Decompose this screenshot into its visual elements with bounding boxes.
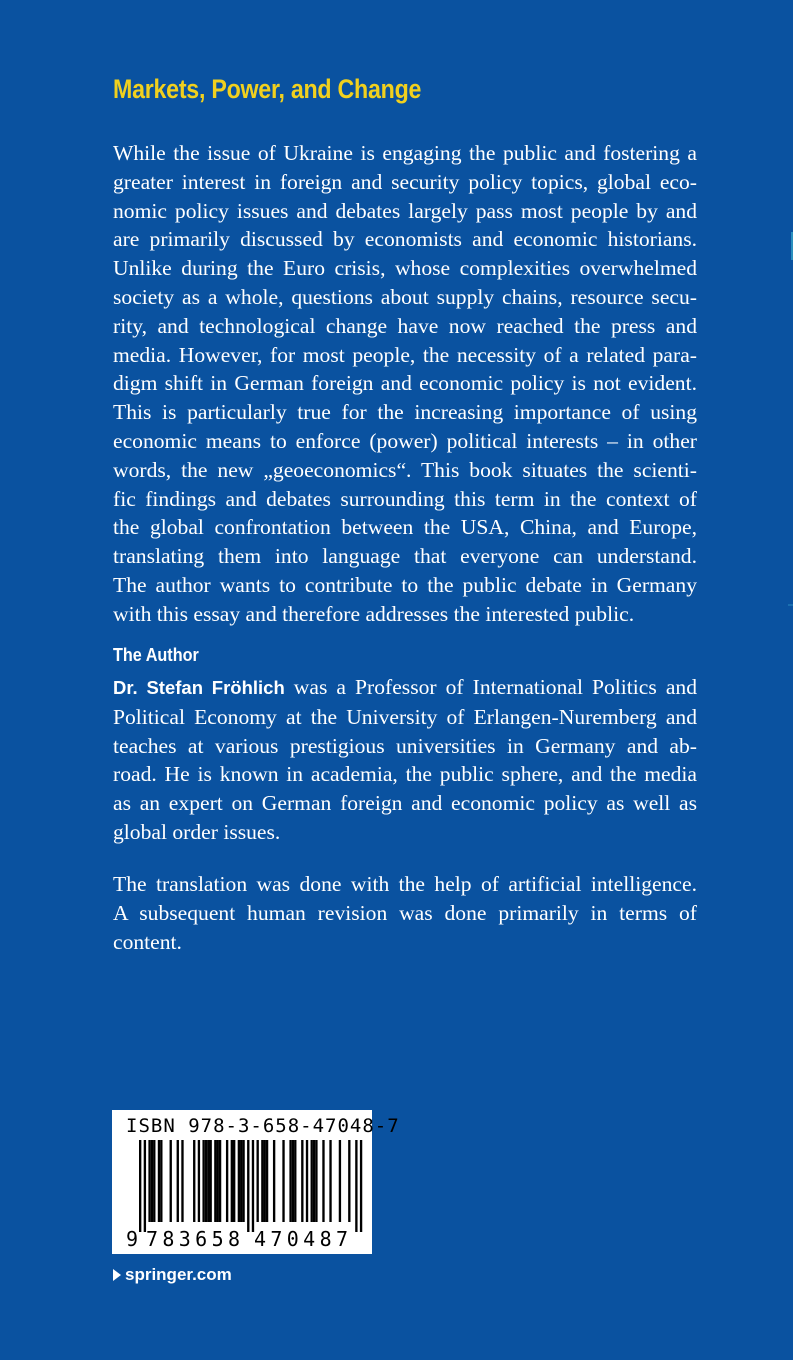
barcode-bar <box>193 1140 195 1222</box>
barcode-digits-left: 783658 <box>146 1227 240 1251</box>
author-bio-line: as an expert on German foreign and economic policy as well as <box>113 791 697 816</box>
description-line: translating them into language that everyone can understand. <box>113 544 697 569</box>
barcode-bar <box>292 1140 294 1222</box>
translation-note-line: content. <box>113 929 182 954</box>
barcode-bar <box>360 1140 362 1232</box>
isbn-label: ISBN 978-3-658-47048-7 <box>126 1115 400 1137</box>
barcode-bar <box>177 1140 179 1222</box>
book-description <box>113 139 697 629</box>
triangle-right-icon <box>113 1269 121 1281</box>
barcode-bar <box>210 1140 212 1222</box>
barcode-bar <box>219 1140 221 1222</box>
barcode-bar <box>231 1140 233 1222</box>
barcode-bar <box>242 1140 244 1222</box>
barcode-bar <box>198 1140 200 1222</box>
barcode-bars <box>139 1140 362 1232</box>
barcode-bar <box>289 1140 291 1222</box>
description-line: The author wants to contribute to the public debate in Germany <box>113 572 697 597</box>
book-title: Markets, Power, and Change <box>113 74 422 104</box>
description-line: are primarily discussed by economists and economic historians. <box>113 227 697 252</box>
barcode-bar <box>205 1140 207 1222</box>
publisher-link[interactable] <box>113 1265 232 1285</box>
barcode-bar <box>202 1140 204 1222</box>
barcode-bar <box>247 1140 249 1232</box>
barcode-bar <box>311 1140 313 1222</box>
isbn-barcode <box>112 1110 400 1254</box>
barcode-bar <box>294 1140 296 1222</box>
barcode-bar <box>339 1140 341 1222</box>
barcode-digits-right: 470487 <box>254 1227 348 1251</box>
barcode-bar <box>252 1140 254 1232</box>
barcode-bar <box>282 1140 284 1222</box>
description-line: words, the new „geoeconomics“. This book situates the scienti- <box>113 457 697 482</box>
barcode-bar <box>217 1140 219 1222</box>
author-bio-line <box>113 673 697 703</box>
author-bio <box>113 673 697 847</box>
description-line: the global confrontation between the USA, China, and Europe, <box>113 515 697 540</box>
description-line: society as a whole, questions about supply chains, resource secu- <box>113 284 697 309</box>
barcode-bar <box>151 1140 153 1222</box>
barcode-bar <box>148 1140 150 1222</box>
author-bio-line-rest: was a Professor of International Politics and <box>284 675 697 699</box>
barcode-bar <box>273 1140 275 1222</box>
barcode-bar <box>214 1140 216 1222</box>
author-bio-line: Political Economy at the University of Erlangen-Nuremberg and <box>113 704 697 729</box>
description-line: with this essay and therefore addresses the interested public. <box>113 601 635 626</box>
barcode-bar <box>240 1140 242 1222</box>
description-line: greater interest in foreign and security policy topics, global eco- <box>113 169 697 194</box>
author-bio-line: global order issues. <box>113 819 281 844</box>
description-line: Unlike during the Euro crisis, whose complexities overwhelmed <box>113 256 697 281</box>
barcode-bar <box>313 1140 315 1222</box>
barcode-bar <box>158 1140 160 1222</box>
barcode-bar <box>207 1140 209 1222</box>
barcode-bar <box>226 1140 228 1222</box>
barcode-bar <box>264 1140 266 1222</box>
description-line: economic means to enforce (power) political interests – in other <box>113 428 697 453</box>
barcode-bar <box>233 1140 235 1222</box>
barcode-bar <box>160 1140 162 1222</box>
barcode-graphic <box>112 1110 372 1254</box>
barcode-bar <box>238 1140 240 1222</box>
description-line: This is particularly true for the increasing importance of using <box>113 400 697 425</box>
barcode-bar <box>306 1140 308 1222</box>
author-bio-line: road. He is known in academia, the public sphere, and the media <box>113 762 697 787</box>
barcode-bar <box>329 1140 331 1222</box>
barcode-bar <box>348 1140 350 1222</box>
barcode-bar <box>170 1140 172 1222</box>
barcode-bar <box>301 1140 303 1222</box>
publisher-link-text[interactable]: springer.com <box>125 1265 232 1284</box>
translation-note-line: The translation was done with the help of artificial intelligence. <box>113 872 697 896</box>
barcode-bar <box>315 1140 317 1222</box>
barcode-bar <box>153 1140 155 1222</box>
author-name: Dr. Stefan Fröhlich <box>113 677 285 698</box>
description-line: digm shift in German foreign and economic policy is not evident. <box>113 371 697 396</box>
barcode-bar <box>257 1140 259 1222</box>
description-line: While the issue of Ukraine is engaging the public and fostering a <box>113 141 697 165</box>
barcode-bar <box>355 1140 357 1232</box>
barcode-bar <box>144 1140 146 1232</box>
barcode-digit-first: 9 <box>126 1227 139 1251</box>
translation-note-line: A subsequent human revision was done primarily in terms of <box>113 900 697 925</box>
edge-mark <box>788 604 793 606</box>
author-bio-line: teaches at various prestigious universities in Germany and ab- <box>113 733 697 758</box>
author-heading: The Author <box>113 645 199 665</box>
barcode-bar <box>181 1140 183 1222</box>
description-line: nomic policy issues and debates largely pass most people by and <box>113 198 697 223</box>
barcode-bar <box>261 1140 263 1222</box>
description-line: media. However, for most people, the necessity of a related para- <box>113 342 697 367</box>
barcode-bar <box>322 1140 324 1222</box>
barcode-bar <box>139 1140 141 1232</box>
description-line: rity, and technological change have now reached the press and <box>113 313 697 338</box>
translation-note <box>113 870 697 956</box>
description-line: fic findings and debates surrounding this term in the context of <box>113 486 697 511</box>
barcode-bar <box>266 1140 268 1222</box>
